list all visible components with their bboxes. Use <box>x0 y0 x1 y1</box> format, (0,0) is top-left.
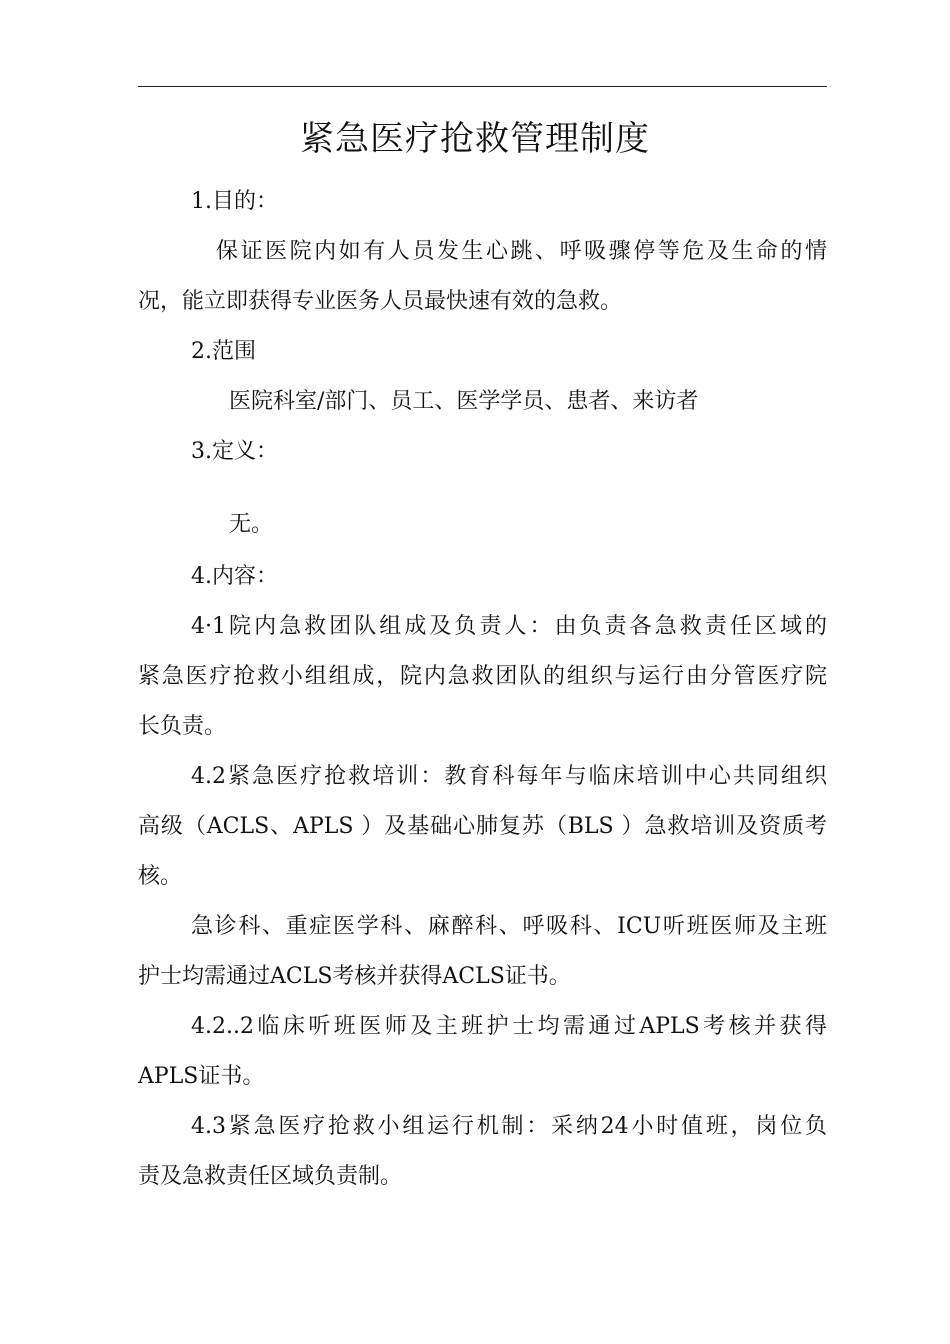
section-4-3-line-1: 4.3紧急医疗抢救小组运行机制：采纳24小时值班，岗位负 <box>191 1114 827 1139</box>
header-rule <box>138 86 827 87</box>
section-4-2-2-line-1: 4.2..2临床听班医师及主班护士均需通过APLS考核并获得 <box>191 1014 827 1039</box>
scope-heading: 2.范围 <box>191 339 256 364</box>
section-4-2-1-line-2: 护士均需通过ACLS考核并获得ACLS证书。 <box>138 964 571 989</box>
section-4-1-line-2: 紧急医疗抢救小组组成，院内急救团队的组织与运行由分管医疗院 <box>138 664 827 689</box>
purpose-heading: 1.目的： <box>191 189 278 214</box>
section-4-1-line-3: 长负责。 <box>138 714 227 739</box>
content-heading: 4.内容： <box>191 564 278 589</box>
section-4-1-line-1: 4·1院内急救团队组成及负责人：由负责各急救责任区域的 <box>191 614 827 639</box>
definition-text: 无。 <box>229 512 274 537</box>
purpose-text-line-1: 保证医院内如有人员发生心跳、呼吸骤停等危及生命的情 <box>216 239 827 264</box>
section-4-2-line-2: 高级（ACLS、APLS ）及基础心肺复苏（BLS ）急救培训及资质考 <box>138 814 827 839</box>
section-4-2-line-3: 核。 <box>138 864 183 889</box>
section-4-2-2-line-2: APLS证书。 <box>138 1064 265 1089</box>
section-4-2-1-line-1: 急诊科、重症医学科、麻醉科、呼吸科、ICU听班医师及主班 <box>191 914 827 939</box>
definition-heading: 3.定义： <box>191 439 278 464</box>
document-title: 紧急医疗抢救管理制度 <box>300 119 650 159</box>
section-4-2-line-1: 4.2紧急医疗抢救培训：教育科每年与临床培训中心共同组织 <box>191 764 827 789</box>
section-4-3-line-2: 责及急救责任区域负责制。 <box>138 1164 403 1189</box>
purpose-text-line-2: 况，能立即获得专业医务人员最快速有效的急救。 <box>138 289 623 314</box>
scope-text: 医院科室/部门、员工、医学学员、患者、来访者 <box>229 389 699 414</box>
